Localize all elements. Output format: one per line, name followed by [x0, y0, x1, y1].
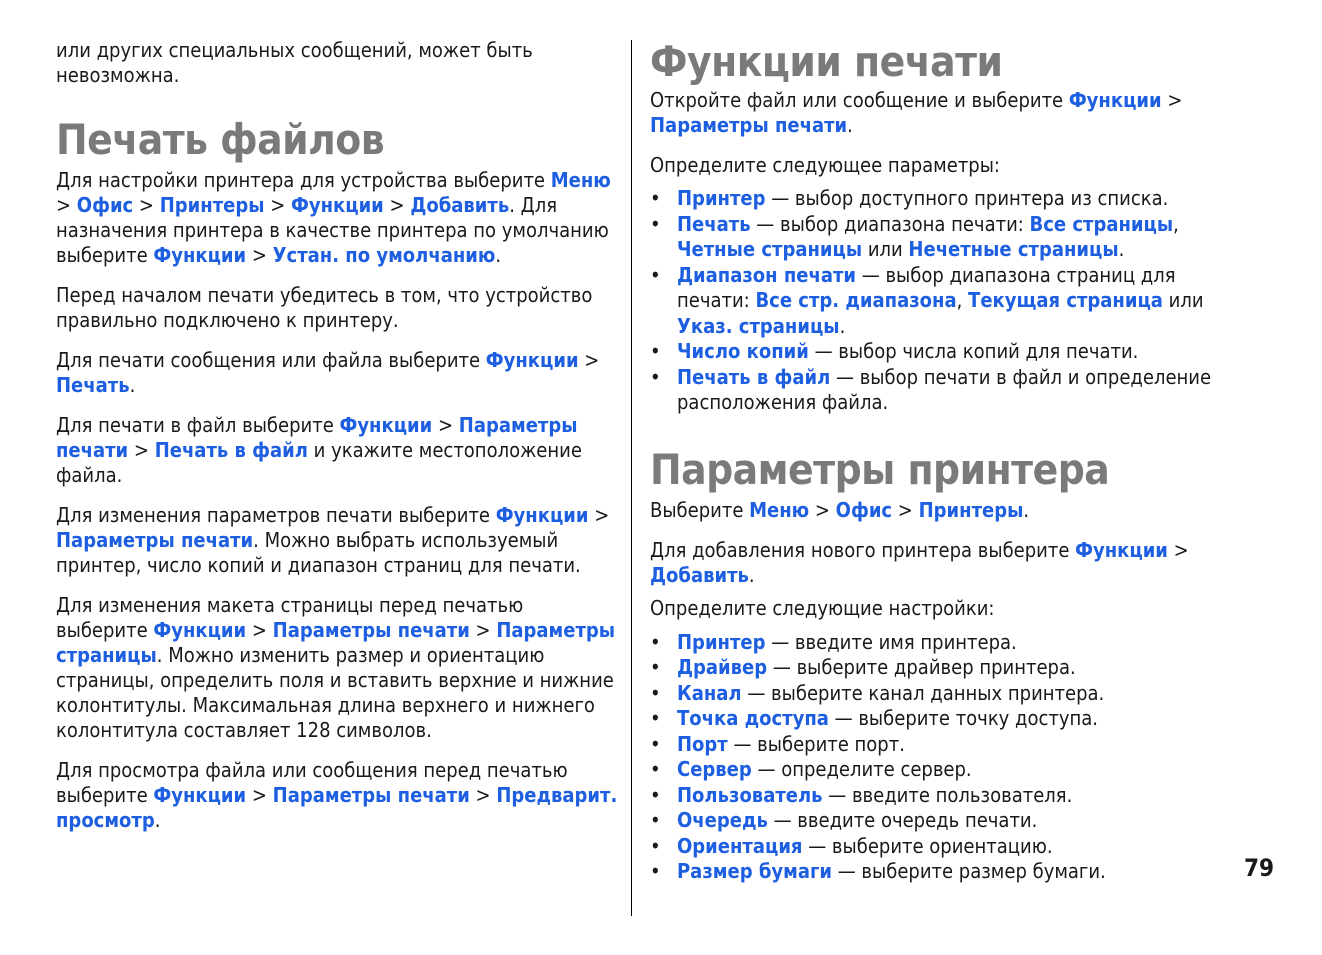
setting-queue[interactable]: Очередь [677, 808, 768, 832]
bullet-icon: • [650, 262, 661, 287]
functions-link[interactable]: Функции [485, 348, 579, 372]
add-link[interactable]: Добавить [650, 562, 749, 587]
setting-printer[interactable]: Принтер [677, 629, 766, 654]
paragraph-print-message: Для печати сообщения или файла выберите Функции > Печать. [56, 348, 600, 397]
printers-link[interactable]: Принтеры [918, 497, 1024, 522]
list-item: • Размер бумаги — выберите размер бумаги. [650, 859, 1106, 883]
option-copies[interactable]: Число копий [677, 339, 809, 363]
option-even-pages[interactable]: Четные страницы [677, 237, 863, 261]
bullet-icon: • [650, 655, 661, 679]
option-all-pages[interactable]: Все страницы [1029, 211, 1174, 236]
set-default-link[interactable]: Устан. по умолчанию [272, 243, 496, 267]
list-item: • Число копий — выбор числа копий для печати. [650, 339, 1139, 363]
bullet-icon: • [650, 833, 661, 858]
functions-link[interactable]: Функции [495, 503, 589, 527]
setting-access-point[interactable]: Точка доступа [677, 706, 829, 730]
paragraph-add-printer: Для добавления нового принтера выберите Функции > Добавить. [650, 537, 1189, 587]
functions-link[interactable]: Функции [1075, 537, 1168, 562]
list-item: • Печать — выбор диапазона печати: Все страницы, Четные страницы или Нечетные страницы. [650, 211, 1179, 261]
heading-print-functions: Функции печати [650, 37, 1003, 86]
print-settings-link[interactable]: Параметры печати [56, 413, 578, 462]
option-odd-pages[interactable]: Нечетные страницы [908, 237, 1119, 261]
heading-print-files: Печать файлов [56, 115, 385, 164]
print-settings-link[interactable]: Параметры печати [650, 113, 848, 137]
paragraph-print-to-file: Для печати в файл выберите Функции > Параметры печати > Печать в файл и укажите местоположение файла. [56, 413, 582, 487]
option-all-range[interactable]: Все стр. диапазона [755, 288, 957, 312]
print-params-list [650, 186, 1222, 416]
functions-link[interactable]: Функции [153, 618, 247, 642]
page-number: 79 [1244, 854, 1275, 882]
print-link[interactable]: Печать [56, 373, 130, 397]
list-item: • Канал — выберите канал данных принтера. [650, 680, 1105, 705]
paragraph-connection-note: Перед началом печати убедитесь в том, что устройство правильно подключено к принтеру. [56, 283, 593, 332]
paragraph-preview: Для просмотра файла или сообщения перед печатью выберите Функции > Параметры печати > Предварит. просмотр. [56, 758, 618, 832]
list-item: • Порт — выберите порт. [650, 731, 905, 756]
page-settings-link[interactable]: Параметры страницы [56, 618, 616, 667]
bullet-icon: • [650, 680, 661, 705]
print-settings-link[interactable]: Параметры печати [56, 528, 254, 552]
paragraph-select-printers: Выберите Меню > Офис > Принтеры. [650, 497, 1030, 522]
option-print[interactable]: Печать [677, 211, 751, 236]
setting-paper-size[interactable]: Размер бумаги [677, 859, 832, 883]
list-item: • Драйвер — выберите драйвер принтера. [650, 655, 1076, 679]
bullet-icon: • [650, 782, 661, 807]
option-print-to-file[interactable]: Печать в файл [677, 364, 831, 389]
intro-text: или других специальных сообщений, может быть невозможна. [56, 38, 533, 87]
paragraph-open-file: Откройте файл или сообщение и выберите Функции > Параметры печати. [650, 88, 1183, 137]
setting-channel[interactable]: Канал [677, 680, 742, 705]
setting-server[interactable]: Сервер [677, 757, 752, 781]
menu-link[interactable]: Меню [749, 497, 810, 522]
bullet-icon: • [650, 859, 661, 883]
printer-settings-list [650, 630, 1222, 885]
bullet-icon: • [650, 186, 661, 210]
functions-link[interactable]: Функции [339, 413, 433, 437]
option-print-range[interactable]: Диапазон печати [677, 262, 857, 287]
option-specified-pages[interactable]: Указ. страницы [677, 313, 840, 338]
bullet-icon: • [650, 757, 661, 781]
paragraph-page-layout: Для изменения макета страницы перед печатью выберите Функции > Параметры печати > Параметры страницы. Можно изменить размер и ориентацию страницы, определить поля и вставить верхние и нижние колонтитулы. Максимальная длина верхнего и нижнего колонтитула составляет 128 символов. [56, 593, 616, 742]
list-item: • Пользователь — введите пользователя. [650, 782, 1073, 807]
list-item: • Точка доступа — выберите точку доступа. [650, 706, 1099, 730]
list-item: • Ориентация — выберите ориентацию. [650, 833, 1053, 858]
list-item: • Печать в файл — выбор печати в файл и определение расположения файла. [650, 364, 1212, 414]
column-divider [631, 40, 632, 916]
bullet-icon: • [650, 808, 661, 832]
functions-link[interactable]: Функции [153, 243, 247, 267]
setting-driver[interactable]: Драйвер [677, 655, 768, 679]
printers-link[interactable]: Принтеры [159, 193, 265, 217]
setting-port[interactable]: Порт [677, 731, 728, 756]
list-item: • Очередь — введите очередь печати. [650, 808, 1038, 832]
menu-link[interactable]: Меню [550, 168, 611, 192]
paragraph-print-settings: Для изменения параметров печати выберите Функции > Параметры печати. Можно выбрать используемый принтер, число копий и диапазон страниц для печати. [56, 503, 610, 577]
office-link[interactable]: Офис [835, 497, 893, 522]
paragraph-define-params: Определите следующее параметры: [650, 153, 1000, 177]
setting-user[interactable]: Пользователь [677, 782, 823, 807]
list-item: • Диапазон печати — выбор диапазона страниц для печати: Все стр. диапазона, Текущая страница или Указ. страницы. [650, 262, 1204, 338]
bullet-icon: • [650, 629, 661, 654]
left-column [56, 38, 618, 848]
bullet-icon: • [650, 339, 661, 363]
paragraph-define-settings: Определите следующие настройки: [650, 595, 995, 620]
list-item: • Принтер — введите имя принтера. [650, 629, 1017, 654]
functions-link[interactable]: Функции [1068, 88, 1162, 112]
paragraph-printer-setup: Для настройки принтера для устройства выберите Меню > Офис > Принтеры > Функции > Добавить. Для назначения принтера в качестве принтера по умолчанию выберите Функции > Устан. по умолчанию. [56, 168, 611, 267]
print-settings-link[interactable]: Параметры печати [272, 783, 470, 807]
functions-link[interactable]: Функции [153, 783, 247, 807]
bullet-icon: • [650, 731, 661, 756]
list-item: • Принтер — выбор доступного принтера из списка. [650, 186, 1169, 210]
option-current-page[interactable]: Текущая страница [968, 288, 1163, 312]
preview-link[interactable]: Предварит. просмотр [56, 783, 618, 832]
print-to-file-link[interactable]: Печать в файл [154, 438, 308, 462]
list-item: • Сервер — определите сервер. [650, 757, 972, 781]
add-link[interactable]: Добавить [410, 193, 510, 217]
office-link[interactable]: Офис [76, 193, 134, 217]
bullet-icon: • [650, 211, 661, 236]
right-column [650, 38, 1222, 900]
setting-orientation[interactable]: Ориентация [677, 833, 803, 858]
bullet-icon: • [650, 364, 661, 389]
heading-printer-settings: Параметры принтера [650, 444, 1110, 494]
functions-link[interactable]: Функции [291, 193, 384, 217]
bullet-icon: • [650, 706, 661, 730]
option-printer[interactable]: Принтер [677, 186, 766, 210]
print-settings-link[interactable]: Параметры печати [272, 618, 470, 642]
